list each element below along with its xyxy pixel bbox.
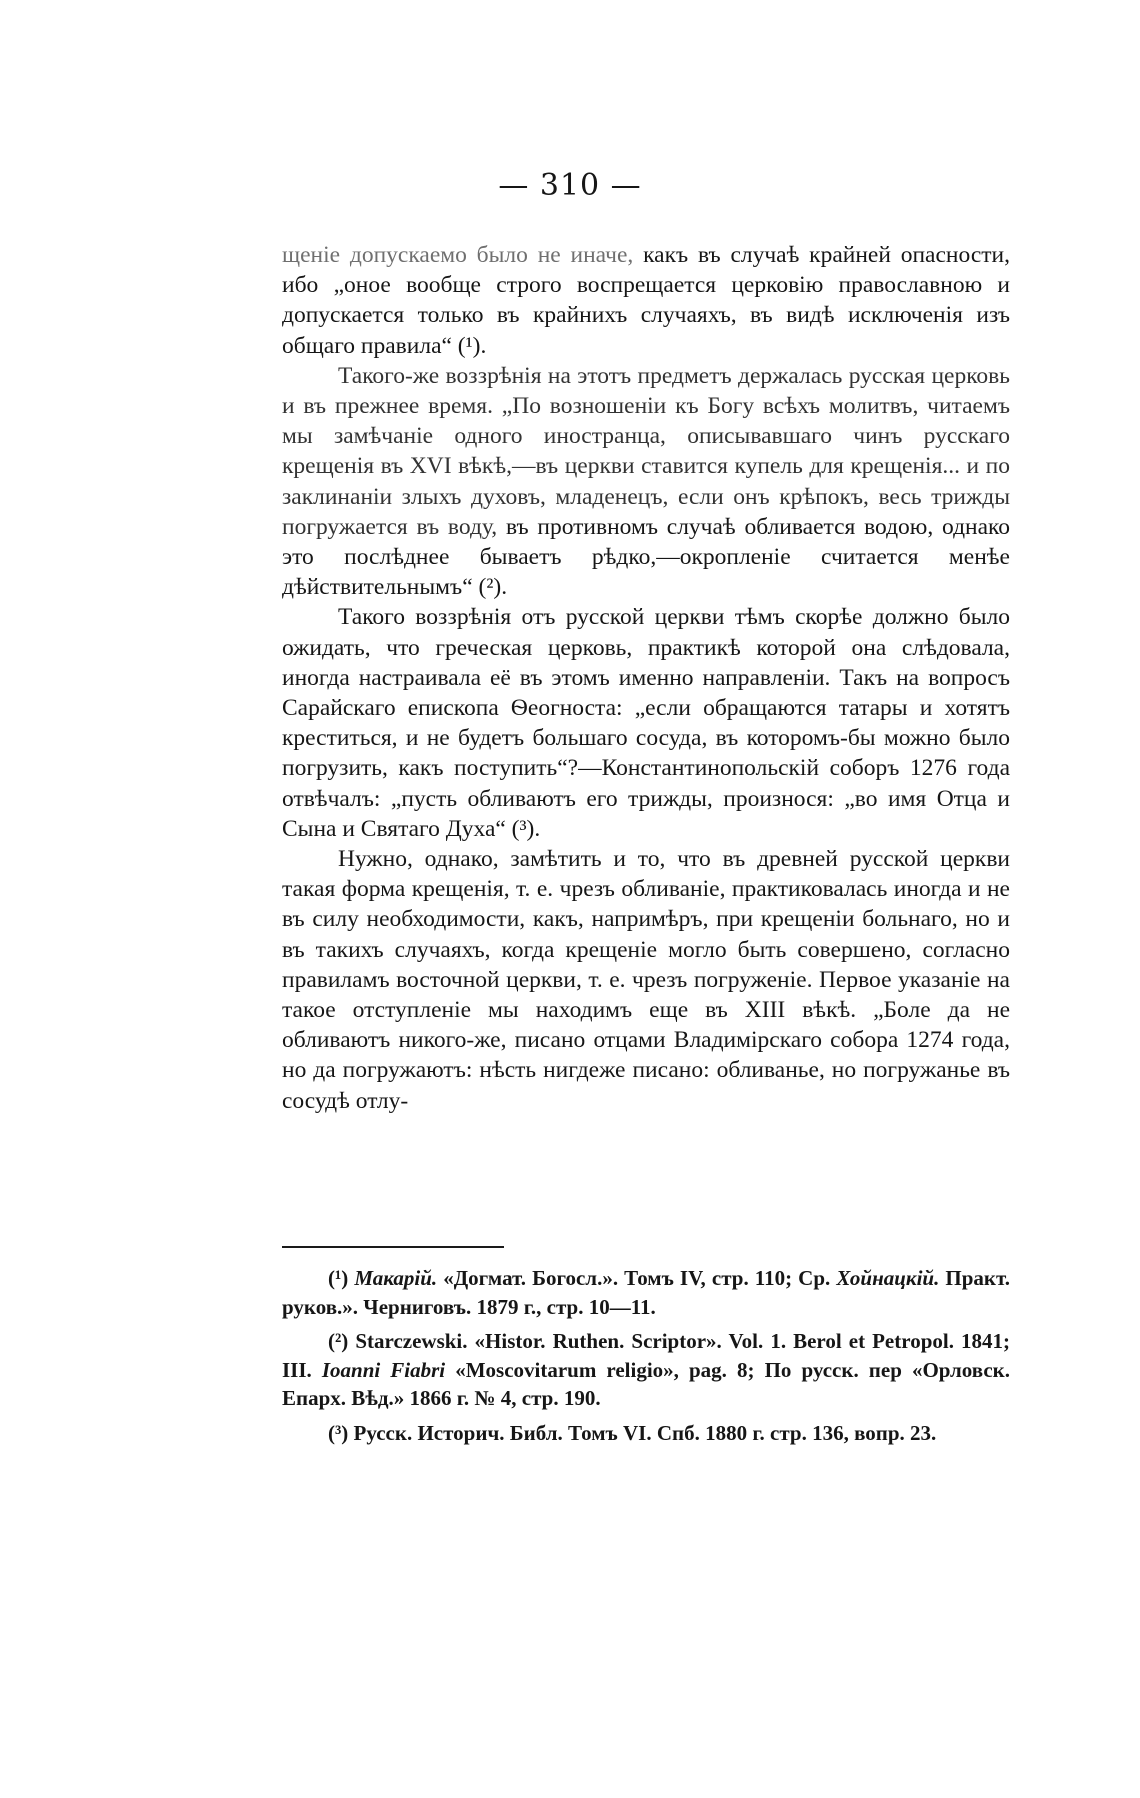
footnote-text: Starczewski. «Histor. Ruthen. Scriptor». Vol. 1. Berol et Petropol. 1841; III. — [282, 1329, 1010, 1382]
footnote-text: Практ. руков.». Черниговъ. 1879 г., стр. 10—11. — [282, 1266, 1011, 1319]
footnote-author: Хойнацкій. — [836, 1266, 940, 1290]
footnote-2 — [282, 1327, 1010, 1413]
footnote-mark: (¹) — [328, 1266, 349, 1290]
footnote-text: «Moscovitarum religio», pag. 8; По русск. пер «Орловск. Епарх. Вѣд.» 1866 г. № 4, стр. 190. — [282, 1357, 1010, 1410]
footnotes — [282, 1264, 1010, 1453]
footnote-text: Русск. Историч. Библ. Томъ VI. Спб. 1880 г. стр. 136, вопр. 23. — [348, 1420, 937, 1445]
paragraph-2-text: въ противномъ случаѣ обливается водою, однако это послѣднее бываетъ рѣдко,—окропленіе считается менѣе дѣйствительнымъ“ (²). — [282, 513, 1011, 601]
footnote-mark: (²) — [328, 1329, 349, 1353]
paragraph-2-faded-text: Такого-же воззрѣнія на этотъ предметъ держалась русская церковь и въ прежнее время. „По возношеніи къ Богу всѣхъ молитвъ, читаемъ мы замѣчаніе одного иностранца, описывавшаго чинъ русскаго крещенія въ XVI вѣкѣ,—въ церкви ставится купель для крещенія... и по заклинаніи злыхъ духовъ, младенецъ, если онъ крѣпокъ, весь трижды погружается въ воду, — [282, 362, 1010, 540]
paragraph-4: Нужно, однако, замѣтить и то, что въ древней русской церкви такая форма крещенія, т. е. чрезъ обливаніе, практиковалась иногда и не въ силу необходимости, какъ, напримѣръ, при крещеніи больнаго, но и въ такихъ случаяхъ, когда крещеніе могло быть совершено, согласно правиламъ восточной церкви, т. е. чрезъ погруженіе. Первое указаніе на такое отступленіе мы находимъ еще въ XIII вѣкѣ. „Боле да не обливаютъ никого-же, писано отцами Владимірскаго собора 1274 года, но да погружаютъ: нѣсть нигдеже писано: обливанье, но погружанье въ сосудѣ отлу- — [282, 846, 1010, 1114]
main-text — [282, 240, 1010, 1116]
page-number: — 310 — — [498, 168, 642, 203]
footnote-author: Ioanni Fiabri — [321, 1357, 446, 1382]
paragraph-3: Такого воззрѣнія отъ русской церкви тѣмъ скорѣе должно было ожидать, что греческая церковь, практикѣ которой она слѣдовала, иногда настраивала её въ этомъ именно направленіи. Такъ на вопросъ Сарайскаго епископа Ѳеогноста: „если обращаются татары и хотятъ креститься, и не будетъ большаго сосуда, въ которомъ-бы можно было погрузить, какъ поступить“?—Константинопольскій соборъ 1276 года отвѣчалъ: „пусть обливаютъ его трижды, произнося: „во имя Отца и Сына и Святаго Духа“ (³). — [282, 604, 1010, 842]
paragraph-1 — [282, 240, 1010, 361]
footnote-1 — [282, 1264, 1010, 1321]
footnote-text: «Догмат. Богосл.». Томъ IV, стр. 110; Ср. — [437, 1266, 837, 1290]
paragraph-2 — [282, 361, 1010, 603]
footnote-author: Макарій. — [354, 1266, 438, 1290]
paragraph-1-text: какъ въ случаѣ крайней опасности, ибо „оное вообще строго воспрещается церковію православною и допускается только въ крайнихъ случаяхъ, въ видѣ исключенія изъ общаго правила“ (¹). — [282, 242, 1010, 359]
footnote-divider — [282, 1246, 504, 1248]
footnote-3 — [282, 1419, 1010, 1448]
paragraph-1-faded-text: щеніе допускаемо было не иначе, — [282, 242, 634, 268]
footnote-mark: (³) — [328, 1420, 349, 1445]
